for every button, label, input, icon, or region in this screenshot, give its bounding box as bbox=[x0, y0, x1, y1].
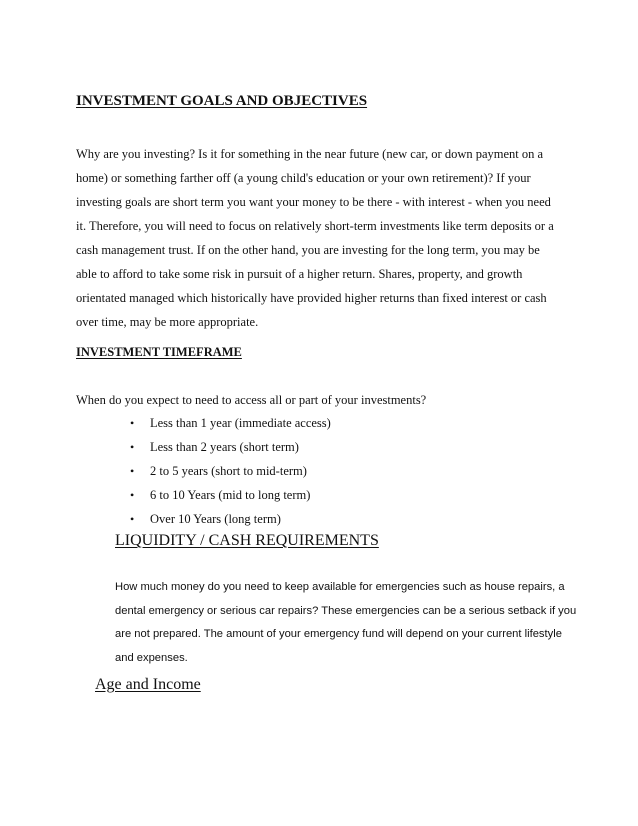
list-item-text: Less than 1 year (immediate access) bbox=[150, 416, 331, 430]
paragraph-line: over time, may be more appropriate. bbox=[76, 315, 259, 329]
paragraph-line: How much money do you need to keep available for emergencies such as house repairs, a bbox=[115, 581, 565, 593]
paragraph-line: Why are you investing? Is it for something in the near future (new car, or down payment on a bbox=[76, 147, 544, 161]
paragraph-line: cash management trust. If on the other hand, you are investing for the long term, you may be bbox=[76, 243, 540, 257]
investment-goals-heading: INVESTMENT GOALS AND OBJECTIVES bbox=[76, 93, 368, 109]
age-and-income-heading: Age and Income bbox=[95, 676, 201, 693]
list-item-text: 6 to 10 Years (mid to long term) bbox=[150, 488, 311, 502]
paragraph-line: investing goals are short term you want your money to be there - with interest - when you need bbox=[76, 195, 551, 209]
timeframe-question bbox=[76, 388, 426, 412]
paragraph-line: able to afford to take some risk in pursuit of a higher return. Shares, property, and growth bbox=[76, 267, 523, 281]
bullet-icon: • bbox=[130, 512, 135, 526]
bullet-icon: • bbox=[130, 416, 135, 430]
paragraph-line: orientated managed which historically have provided higher returns than fixed interest or cash bbox=[76, 291, 547, 305]
paragraph-line: home) or something farther off (a young child's education or your own retirement)? If your bbox=[76, 171, 531, 185]
list-item-text: Over 10 Years (long term) bbox=[150, 512, 281, 526]
bullet-icon: • bbox=[130, 440, 135, 454]
paragraph-line: are not prepared. The amount of your emergency fund will depend on your current lifestyle bbox=[115, 628, 562, 640]
list-item-text: 2 to 5 years (short to mid-term) bbox=[150, 464, 307, 478]
list-item-text: Less than 2 years (short term) bbox=[150, 440, 299, 454]
investment-goals-paragraph bbox=[76, 142, 554, 334]
paragraph-line: dental emergency or serious car repairs? These emergencies can be a serious setback if you bbox=[115, 604, 577, 617]
investment-timeframe-heading: INVESTMENT TIMEFRAME bbox=[76, 345, 242, 359]
bullet-icon: • bbox=[130, 488, 135, 502]
liquidity-heading: LIQUIDITY / CASH REQUIREMENTS bbox=[115, 532, 379, 549]
paragraph-line: and expenses. bbox=[115, 651, 188, 664]
liquidity-paragraph bbox=[115, 576, 576, 670]
paragraph-line: it. Therefore, you will need to focus on relatively short-term investments like term deposits or a bbox=[76, 219, 554, 233]
question-text: When do you expect to need to access all or part of your investments? bbox=[76, 393, 427, 407]
bullet-icon: • bbox=[130, 464, 135, 478]
